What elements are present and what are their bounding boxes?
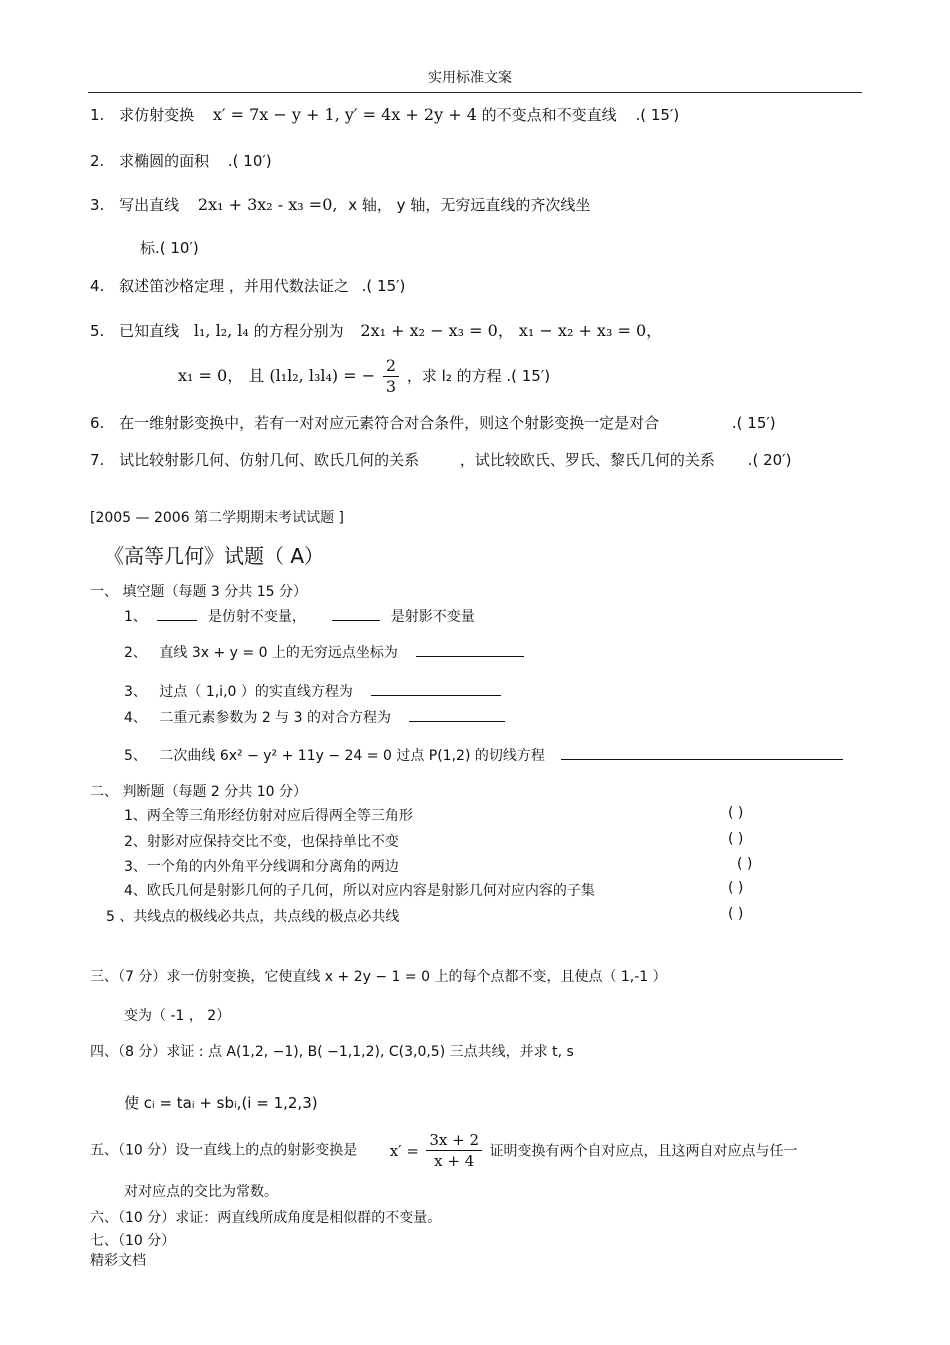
problem-3-continuation: 标.( 10′) xyxy=(140,239,199,257)
answer-blank[interactable] xyxy=(157,606,197,621)
fraction-numerator: 2 xyxy=(383,356,399,377)
section-4-line-1: 四、（8 分）求证 : 点 A(1,2, −1), B( −1,1,2), C(3,0,5) 三点共线，并求 t, s xyxy=(90,1044,574,1060)
problem-lead: 求仿射变换 xyxy=(119,106,195,124)
header-rule xyxy=(88,92,862,93)
judge-answer-bracket[interactable]: ( ) xyxy=(728,880,744,896)
problem-formula: x′ = 7x − y + 1, y′ = 4x + 2y + 4 xyxy=(212,105,477,124)
problem-1 xyxy=(90,104,679,125)
problem-5-condition: x₁ = 0， 且 (l₁l₂, l₃l₄) = − xyxy=(178,366,376,385)
item-text: 二次曲线 6x² − y² + 11y − 24 = 0 过点 P(1,2) 的切线方程 xyxy=(159,748,545,764)
fraction xyxy=(383,356,399,397)
fraction-denominator: x + 4 xyxy=(434,1152,475,1170)
item-text: 直线 3x + y = 0 上的无穷远点坐标为 xyxy=(159,645,398,661)
exam-title: 《高等几何》试题（ A） xyxy=(104,544,325,568)
item-number: 4、 xyxy=(124,710,147,726)
section-3-line-2: 变为（ -1 ， 2） xyxy=(124,1008,231,1024)
transform-fraction xyxy=(426,1130,482,1171)
answer-blank[interactable] xyxy=(371,681,501,696)
answer-blank[interactable] xyxy=(416,642,524,657)
judge-answer-bracket[interactable]: ( ) xyxy=(737,856,753,872)
item-number: 3、 xyxy=(124,684,147,700)
problem-points: .( 15′) xyxy=(361,277,406,295)
transform-lhs: x′ = xyxy=(389,1141,419,1160)
item-text: 是射影不变量 xyxy=(390,609,475,625)
page-header-title: 实用标准文案 xyxy=(428,70,512,86)
section-6: 六、（10 分）求证：两直线所成角度是相似群的不变量。 xyxy=(90,1210,442,1226)
section-2-heading: 二、 判断题（每题 2 分共 10 分） xyxy=(90,784,307,800)
judge-item-1: 1、两全等三角形经仿射对应后得两全等三角形 xyxy=(124,808,413,824)
problem-5 xyxy=(90,318,662,341)
problem-number: 5. xyxy=(90,322,105,340)
problem-2 xyxy=(90,150,272,171)
fill-item-4 xyxy=(124,707,511,727)
problem-formula-2: 2x₁ + x₂ − x₃ = 0， x₁ − x₂ + x₃ = 0， xyxy=(360,321,663,340)
section-5-lead: 五、（10 分）设一直线上的点的射影变换是 xyxy=(90,1142,358,1159)
problem-tail: x 轴， y 轴，无穷远直线的齐次线坐 xyxy=(348,196,591,214)
item-number: 2、 xyxy=(124,645,147,661)
section-1-heading: 一、 填空题（每题 3 分共 15 分） xyxy=(90,584,307,600)
problem-7 xyxy=(90,449,791,470)
fill-item-5 xyxy=(124,745,849,765)
judge-item-2: 2、射影对应保持交比不变，也保持单比不变 xyxy=(124,834,399,850)
problem-points: .( 20′) xyxy=(747,451,792,469)
problem-number: 6. xyxy=(90,414,105,432)
problem-lead: 已知直线 xyxy=(119,322,180,340)
problem-number: 3. xyxy=(90,196,105,214)
problem-lead: 在一维射影变换中，若有一对对应元素符合对合条件，则这个射影变换一定是对合 xyxy=(119,414,660,432)
problem-tail: 的方程分别为 xyxy=(253,322,344,340)
problem-points: .( 15′) xyxy=(731,414,776,432)
problem-number: 1. xyxy=(90,106,105,124)
problem-formula: l₁, l₂, l₄ xyxy=(193,321,249,340)
answer-blank[interactable] xyxy=(332,606,380,621)
judge-answer-bracket[interactable]: ( ) xyxy=(728,805,744,821)
section-3-line-1: 三、（7 分）求一仿射变换，它使直线 x + 2y − 1 = 0 上的每个点都不变，且使点（ 1,-1 ） xyxy=(90,969,667,985)
fill-item-2 xyxy=(124,642,530,662)
item-text: 是仿射不变量， xyxy=(207,609,306,625)
section-7: 七、（10 分） xyxy=(90,1233,176,1249)
section-5-tail: 证明变换有两个自对应点，且这两自对应点与任一 xyxy=(489,1143,798,1160)
answer-blank[interactable] xyxy=(561,745,843,760)
problem-3 xyxy=(90,194,590,215)
problem-6 xyxy=(90,412,776,433)
problem-lead: 写出直线 xyxy=(119,196,180,214)
item-text: 过点（ 1,i,0 ）的实直线方程为 xyxy=(159,684,353,700)
section-5-line-1 xyxy=(90,1130,797,1171)
problem-tail: ，试比较欧氏、罗氏、黎氏几何的关系 xyxy=(459,451,715,469)
judge-item-4: 4、欧氏几何是射影几何的子几何，所以对应内容是射影几何对应内容的子集 xyxy=(124,883,595,899)
problem-tail: 的不变点和不变直线 xyxy=(481,106,617,124)
problem-lead: 试比较射影几何、仿射几何、欧氏几何的关系 xyxy=(119,451,420,469)
judge-item-5: 5 、共线点的极线必共点，共点线的极点必共线 xyxy=(106,909,400,925)
exam-term: [2005 — 2006 第二学期期末考试试题 ] xyxy=(90,510,344,526)
item-text: 二重元素参数为 2 与 3 的对合方程为 xyxy=(159,710,391,726)
problem-5-continuation xyxy=(178,356,550,397)
problem-formula: 2x₁ + 3x₂ - x₃ =0, xyxy=(197,195,338,214)
problem-number: 2. xyxy=(90,152,105,170)
problem-lead: 叙述笛沙格定理 ，并用代数法证之 xyxy=(119,277,349,295)
fraction-denominator: 3 xyxy=(385,377,397,396)
problem-number: 4. xyxy=(90,277,105,295)
problem-4 xyxy=(90,275,405,296)
fill-item-1 xyxy=(124,606,475,626)
problem-points: .( 10′) xyxy=(227,152,272,170)
answer-blank[interactable] xyxy=(409,707,505,722)
judge-answer-bracket[interactable]: ( ) xyxy=(728,906,744,922)
item-number: 1、 xyxy=(124,609,147,625)
fraction-numerator: 3x + 2 xyxy=(426,1130,482,1151)
problem-number: 7. xyxy=(90,451,105,469)
problem-5-question: ，求 l₂ 的方程 .( 15′) xyxy=(406,367,551,385)
judge-answer-bracket[interactable]: ( ) xyxy=(728,831,744,847)
page-footer: 精彩文档 xyxy=(90,1253,146,1269)
judge-item-3: 3、一个角的内外角平分线调和分离角的两边 xyxy=(124,859,399,875)
fill-item-3 xyxy=(124,681,507,701)
problem-lead: 求椭圆的面积 xyxy=(119,152,210,170)
item-number: 5、 xyxy=(124,748,147,764)
section-5-line-2: 对对应点的交比为常数。 xyxy=(124,1184,278,1200)
section-4-line-2: 使 cᵢ = taᵢ + sbᵢ,(i = 1,2,3) xyxy=(124,1094,318,1112)
problem-points: .( 15′) xyxy=(635,106,680,124)
